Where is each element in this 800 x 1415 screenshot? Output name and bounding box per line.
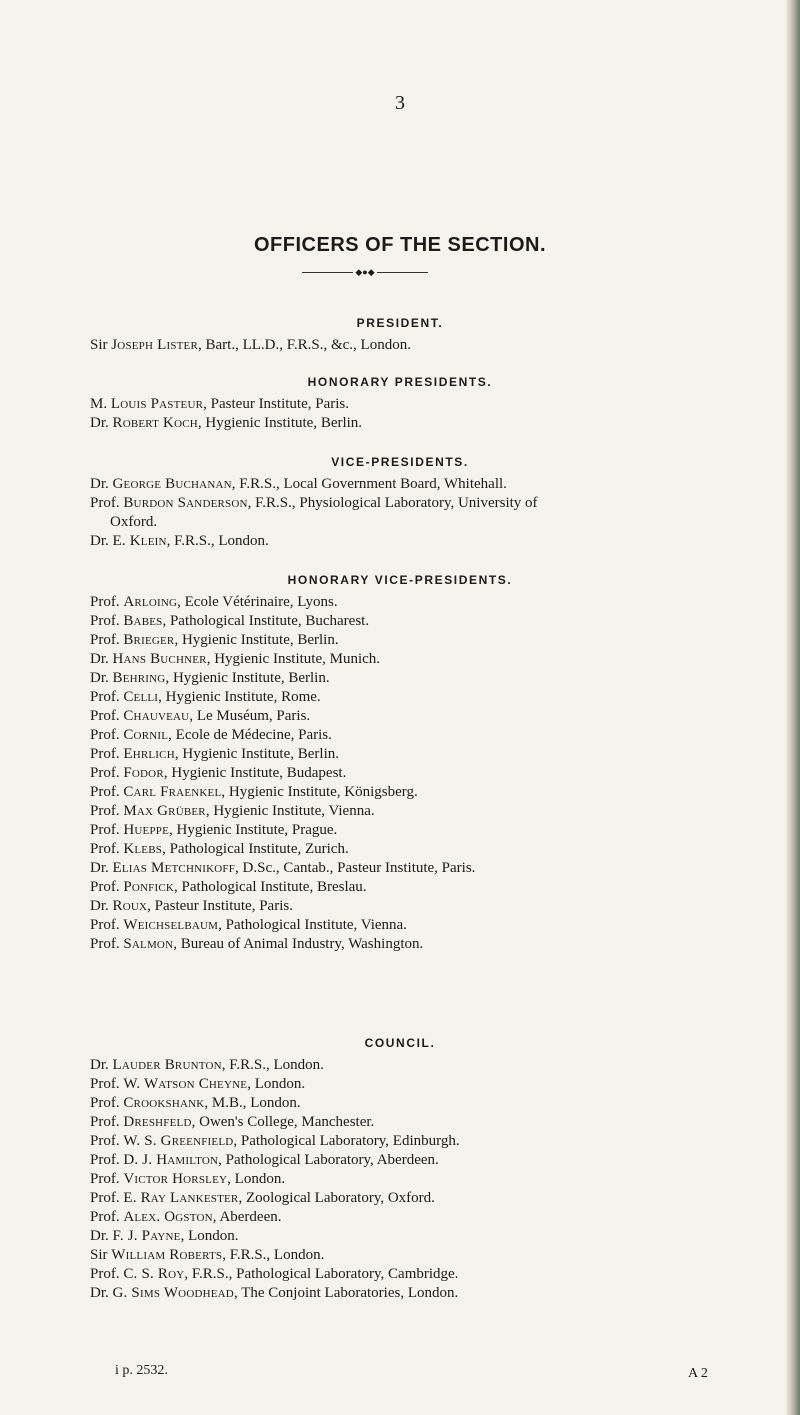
entry-title: Sir <box>90 1247 108 1263</box>
list-item <box>90 1132 750 1151</box>
entry-detail: , Hygienic Institute, Berlin. <box>197 415 363 431</box>
entry-title: Prof. <box>90 765 120 781</box>
entry-name: Arloing <box>123 594 178 610</box>
list-item <box>90 336 750 355</box>
entry-title: Prof. <box>90 936 120 952</box>
entry-title: Prof. <box>90 746 120 762</box>
section-council <box>90 1036 750 1303</box>
entry-title: Prof. <box>90 613 120 629</box>
entry-detail: , Ecole Vétérinaire, Lyons. <box>177 594 338 610</box>
page-number: 3 <box>395 92 405 114</box>
list-item <box>90 859 750 878</box>
entry-detail: , Pathological Institute, Bucharest. <box>162 613 370 629</box>
section-honorary-vice-presidents <box>90 573 750 954</box>
entry-detail: , F.R.S., Local Government Board, Whitehall. <box>231 476 507 492</box>
entry-name: Behring <box>112 670 166 686</box>
entry-title: Dr. <box>90 1228 109 1244</box>
section-title: HONORARY PRESIDENTS. <box>307 375 493 389</box>
entry-name: Cornil <box>123 727 169 743</box>
list-item <box>90 802 750 821</box>
entry-title: Prof. <box>90 495 120 511</box>
entry-title: Dr. <box>90 860 109 876</box>
section-vice-presidents <box>90 455 750 551</box>
entry-name: Burdon Sanderson <box>123 495 248 511</box>
list-item <box>90 1170 750 1189</box>
entry-detail: , London. <box>227 1171 286 1187</box>
entry-detail: , F.R.S., Pathological Laboratory, Cambridge. <box>184 1266 459 1282</box>
list-item <box>90 764 750 783</box>
entry-name: Chauveau <box>123 708 190 724</box>
entry-detail: , Pasteur Institute, Paris. <box>147 898 293 914</box>
entry-name: D. J. Hamilton <box>123 1152 219 1168</box>
list-item <box>90 1075 750 1094</box>
entry-name: Crookshank <box>123 1095 205 1111</box>
entry-title: Dr. <box>90 476 109 492</box>
list-item <box>90 593 750 612</box>
entry-name: Dreshfeld <box>123 1114 192 1130</box>
entry-name: Robert Koch <box>112 415 198 431</box>
entry-title: Dr. <box>90 533 109 549</box>
entry-title: Dr. <box>90 1285 109 1301</box>
entry-title: Prof. <box>90 632 120 648</box>
entry-title: Dr. <box>90 415 109 431</box>
entry-name: Joseph Lister <box>111 337 199 353</box>
entry-title: Prof. <box>90 1114 120 1130</box>
list-item <box>90 532 750 551</box>
entry-detail: , Le Muséum, Paris. <box>189 708 311 724</box>
entry-title: Prof. <box>90 917 120 933</box>
entry-name: G. Sims Woodhead <box>112 1285 234 1301</box>
entry-detail: , F.R.S., London. <box>222 1247 325 1263</box>
entry-title: Prof. <box>90 1095 120 1111</box>
entry-detail: , Hygienic Institute, Budapest. <box>163 765 347 781</box>
list-item <box>90 840 750 859</box>
entry-title: Prof. <box>90 689 120 705</box>
entry-detail: , M.B., London. <box>204 1095 301 1111</box>
entry-name: E. Ray Lankester <box>123 1190 239 1206</box>
entry-name: Fodor <box>123 765 164 781</box>
list-item <box>90 1208 750 1227</box>
section-title: HONORARY VICE-PRESIDENTS. <box>287 573 513 587</box>
entry-detail: , Hygienic Institute, Berlin. <box>174 746 339 762</box>
entry-detail: , Hygienic Institute, Vienna. <box>205 803 375 819</box>
entry-name: Ponfick <box>123 879 175 895</box>
signature-mark: i p. 2532. <box>115 1363 168 1378</box>
ornament-divider <box>302 268 428 276</box>
entry-title: M. <box>90 396 108 412</box>
entry-detail: , Pathological Laboratory, Aberdeen. <box>218 1152 439 1168</box>
section-honorary-presidents <box>90 375 750 433</box>
entry-detail: , D.Sc., Cantab., Pasteur Institute, Paris. <box>235 860 476 876</box>
entry-title: Dr. <box>90 670 109 686</box>
entry-name: William Roberts <box>111 1247 223 1263</box>
entry-name: Brieger <box>123 632 175 648</box>
list-item <box>90 688 750 707</box>
signature-letter: A 2 <box>688 1366 708 1381</box>
entry-detail: , Owen's College, Manchester. <box>191 1114 375 1130</box>
entry-name: Hans Buchner <box>112 651 207 667</box>
entry-detail: , Ecole de Médecine, Paris. <box>168 727 332 743</box>
section-title: COUNCIL. <box>364 1036 436 1050</box>
list-item <box>90 707 750 726</box>
entry-name: E. Klein <box>112 533 167 549</box>
entry-title: Prof. <box>90 1133 120 1149</box>
entry-detail: , Pathological Institute, Breslau. <box>174 879 367 895</box>
entry-title: Prof. <box>90 727 120 743</box>
entry-name: Alex. Ogston <box>123 1209 213 1225</box>
ornament-glyph: ◆●◆ <box>353 266 377 278</box>
entry-name: Ehrlich <box>123 746 175 762</box>
entry-detail: , F.R.S., London. <box>221 1057 324 1073</box>
entry-detail: , Hygienic Institute, Berlin. <box>174 632 339 648</box>
list-item <box>90 1246 750 1265</box>
entry-name: W. S. Greenfield <box>123 1133 234 1149</box>
list-item <box>90 1284 750 1303</box>
entry-detail: , Aberdeen. <box>212 1209 282 1225</box>
list-item <box>90 631 750 650</box>
list-item <box>90 669 750 688</box>
entry-title: Sir <box>90 337 108 353</box>
list-item <box>90 783 750 802</box>
list-item <box>90 650 750 669</box>
entry-detail: , Pathological Institute, Zurich. <box>162 841 349 857</box>
list-item <box>90 916 750 935</box>
entry-title: Prof. <box>90 1209 120 1225</box>
list-item <box>90 1094 750 1113</box>
entry-detail: , Bureau of Animal Industry, Washington. <box>173 936 424 952</box>
entry-detail: , Pathological Laboratory, Edinburgh. <box>233 1133 460 1149</box>
section-president <box>90 316 750 355</box>
entry-name: Babes <box>123 613 163 629</box>
entry-name: George Buchanan <box>112 476 232 492</box>
entry-detail: , Hygienic Institute, Rome. <box>158 689 321 705</box>
list-item <box>90 726 750 745</box>
entry-title: Prof. <box>90 841 120 857</box>
entry-name: Weichselbaum <box>123 917 219 933</box>
entry-detail: , Hygienic Institute, Königsberg. <box>221 784 418 800</box>
entry-detail: , Hygienic Institute, Munich. <box>206 651 381 667</box>
entry-name: Carl Fraenkel <box>123 784 222 800</box>
entry-name: F. J. Payne <box>112 1228 181 1244</box>
entry-name: Louis Pasteur <box>110 396 204 412</box>
list-item <box>90 414 750 433</box>
entry-detail: , F.R.S., London. <box>166 533 269 549</box>
entry-name: Roux <box>112 898 148 914</box>
entry-title: Prof. <box>90 803 120 819</box>
list-item <box>90 821 750 840</box>
entry-name: C. S. Roy <box>123 1266 185 1282</box>
list-item <box>90 612 750 631</box>
list-item <box>90 494 750 513</box>
entry-title: Prof. <box>90 784 120 800</box>
entry-title: Prof. <box>90 1152 120 1168</box>
entry-detail: , London. <box>247 1076 306 1092</box>
list-item <box>90 1151 750 1170</box>
entry-detail: , London. <box>180 1228 239 1244</box>
entry-title: Prof. <box>90 822 120 838</box>
entry-title: Dr. <box>90 1057 109 1073</box>
entry-title: Prof. <box>90 594 120 610</box>
entry-title: Prof. <box>90 1076 120 1092</box>
list-item <box>90 878 750 897</box>
entry-name: Celli <box>123 689 159 705</box>
entry-name: Lauder Brunton <box>112 1057 222 1073</box>
entry-title: Prof. <box>90 1171 120 1187</box>
entry-name: Hueppe <box>123 822 169 838</box>
entry-detail: , The Conjoint Laboratories, London. <box>233 1285 459 1301</box>
entry-detail: , Bart., LL.D., F.R.S., &c., London. <box>198 337 411 353</box>
entry-name: Max Grüber <box>123 803 206 819</box>
list-item <box>90 475 750 494</box>
entry-detail: , F.R.S., Physiological Laboratory, University of <box>247 495 538 511</box>
list-item <box>90 745 750 764</box>
entry-title: Prof. <box>90 1190 120 1206</box>
entry-title: Prof. <box>90 708 120 724</box>
list-item <box>90 1227 750 1246</box>
list-item-continuation: Oxford. <box>110 514 158 530</box>
entry-detail: , Pathological Institute, Vienna. <box>218 917 407 933</box>
entry-title: Dr. <box>90 651 109 667</box>
entry-name: Elias Metchnikoff <box>112 860 236 876</box>
list-item <box>90 1189 750 1208</box>
entry-detail: , Pasteur Institute, Paris. <box>203 396 349 412</box>
list-item <box>90 1265 750 1284</box>
entry-title: Prof. <box>90 879 120 895</box>
list-item <box>90 1113 750 1132</box>
section-title: VICE-PRESIDENTS. <box>331 455 469 469</box>
entry-name: Salmon <box>123 936 174 952</box>
list-item <box>90 935 750 954</box>
section-title: PRESIDENT. <box>356 316 444 330</box>
list-item <box>90 897 750 916</box>
entry-name: Klebs <box>123 841 163 857</box>
page-title: OFFICERS OF THE SECTION. <box>253 234 546 256</box>
entry-name: Victor Horsley <box>123 1171 228 1187</box>
entry-detail: , Hygienic Institute, Berlin. <box>165 670 330 686</box>
entry-name: W. Watson Cheyne <box>123 1076 248 1092</box>
entry-title: Prof. <box>90 1266 120 1282</box>
entry-detail: , Hygienic Institute, Prague. <box>169 822 338 838</box>
entry-title: Dr. <box>90 898 109 914</box>
list-item <box>90 1056 750 1075</box>
list-item <box>90 395 750 414</box>
page-edge-shadow <box>786 0 800 1415</box>
entry-detail: , Zoological Laboratory, Oxford. <box>238 1190 435 1206</box>
